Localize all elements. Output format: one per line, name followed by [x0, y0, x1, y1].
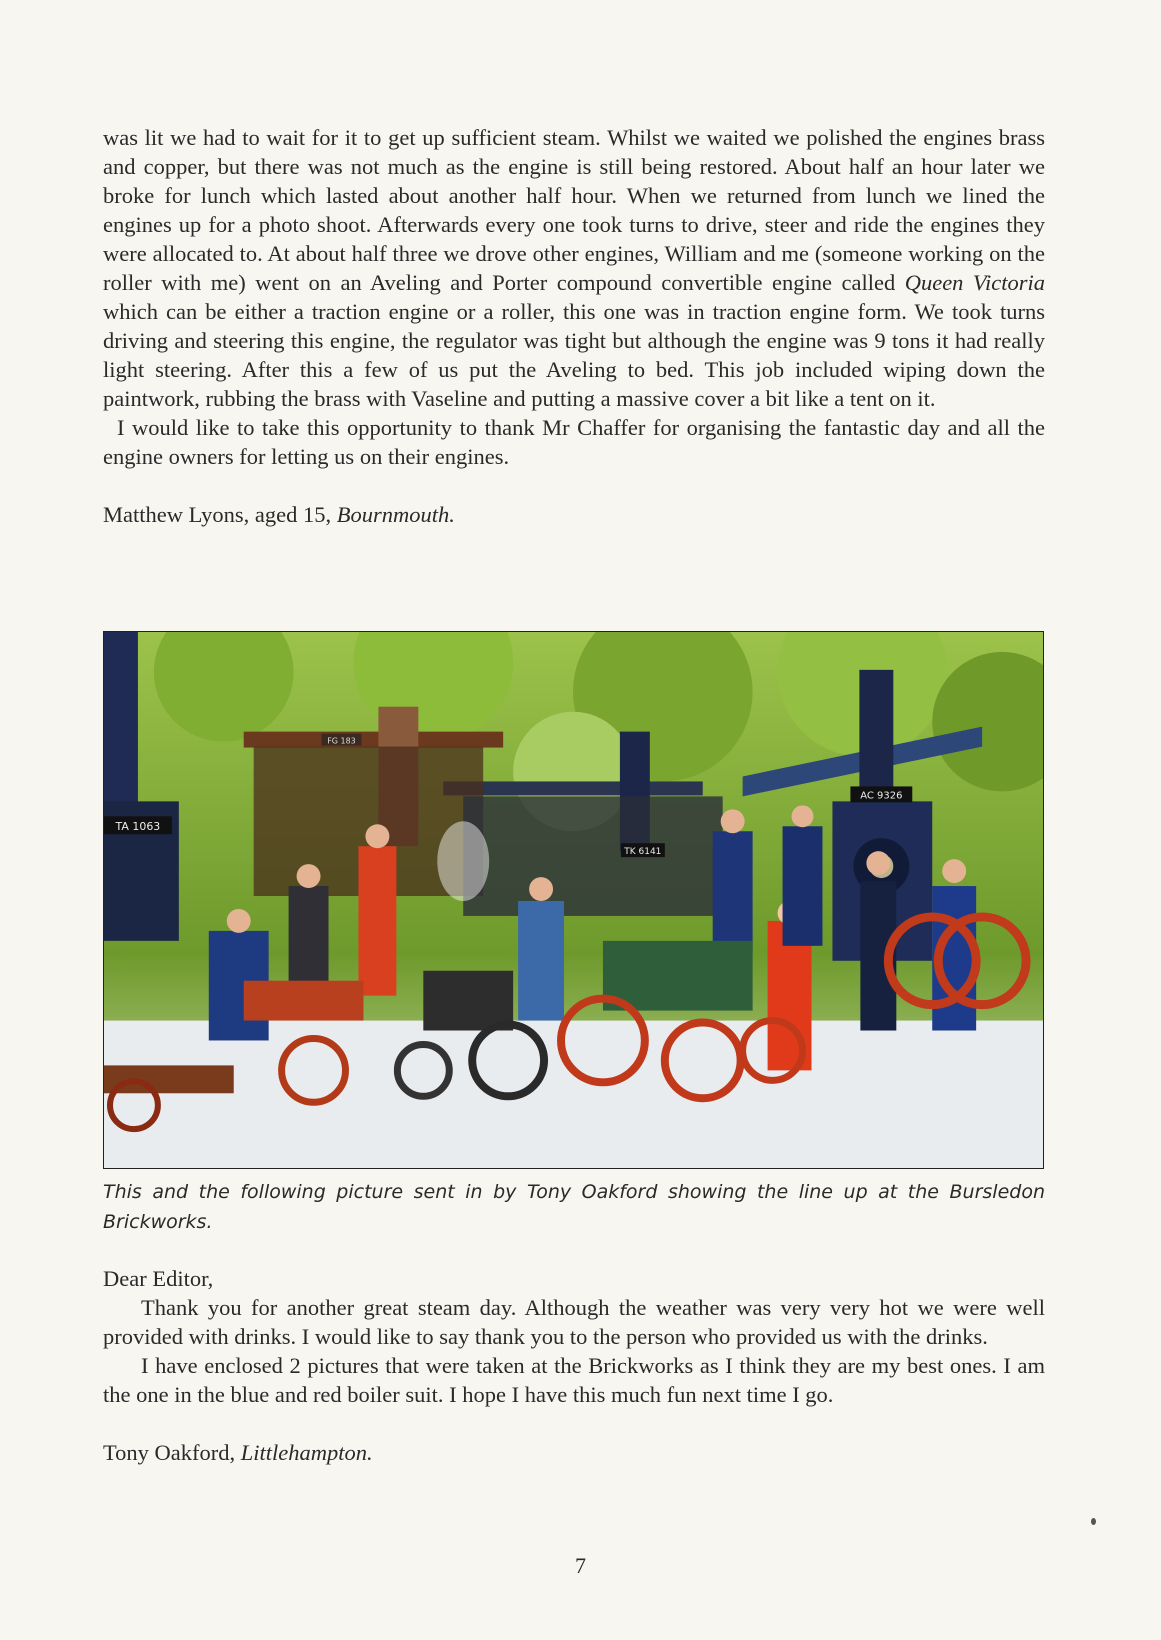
letter-2-paragraph-2: I have enclosed 2 pictures that were taken at the Brickworks as I think they are my best ones. I am the one in the blue and red boiler suit. I hope I have this much fun next time I go. [103, 1353, 1045, 1407]
author-name: Matthew Lyons, aged 15, [103, 502, 337, 527]
author-name: Tony Oakford, [103, 1440, 241, 1465]
letter-2-paragraph-1: Thank you for another great steam day. Although the weather was very very hot we were well provided with drinks. I would like to say thank you to the person who provided us with the drinks. [103, 1295, 1045, 1349]
ink-speck [1091, 1518, 1096, 1525]
page-number: 7 [575, 1553, 586, 1578]
letter-2 [103, 1264, 1045, 1467]
photo-caption: This and the following picture sent in by Tony Oakford showing the line up at the Bursledon Brickworks. [103, 1181, 1045, 1233]
photo-illustration [104, 632, 1043, 1168]
letter-1 [103, 123, 1045, 529]
plate-ac9326: AC 9326 [860, 790, 903, 802]
author-place: Littlehampton. [240, 1440, 373, 1465]
plate-tk6141: TK 6141 [624, 847, 662, 858]
letter-1-paragraph-2: I would like to take this opportunity to thank Mr Chaffer for organising the fantastic day and all the engine owners for letting us on their engines. [103, 415, 1045, 469]
letter-1-signoff [103, 500, 1045, 529]
traction-engines-photo [103, 631, 1044, 1169]
author-place: Bournmouth. [336, 502, 455, 527]
letter-1-paragraph-1: was lit we had to wait for it to get up sufficient steam. Whilst we waited we polished the engines brass and copper, but there was not much as the engine is still being restored. About half an hour later we broke for lunch which lasted about another half hour. When we returned from lunch we lined the engines up for a photo shoot. Afterwards every one took turns to drive, steer and ride the engines they were allocated to. At about half three we drove other engines, William and me (someone working on the roller with me) went on an Aveling and Porter compound convertible engine called Queen Victoria which can be either a traction engine or a roller, this one was in traction engine form. We took turns driving and steering this engine, the regulator was tight but although the engine was 9 tons it had really light steering. After this a few of us put the Aveling to bed. This job included wiping down the paintwork, rubbing the brass with Vaseline and putting a massive cover a bit like a tent on it. [103, 125, 1046, 411]
salutation: Dear Editor, [103, 1266, 214, 1291]
plate-fg183: FG 183 [327, 736, 356, 746]
letter-2-signoff [103, 1438, 1045, 1467]
plate-ta1063: TA 1063 [115, 820, 161, 834]
engine-name: Queen Victoria [904, 270, 1046, 295]
